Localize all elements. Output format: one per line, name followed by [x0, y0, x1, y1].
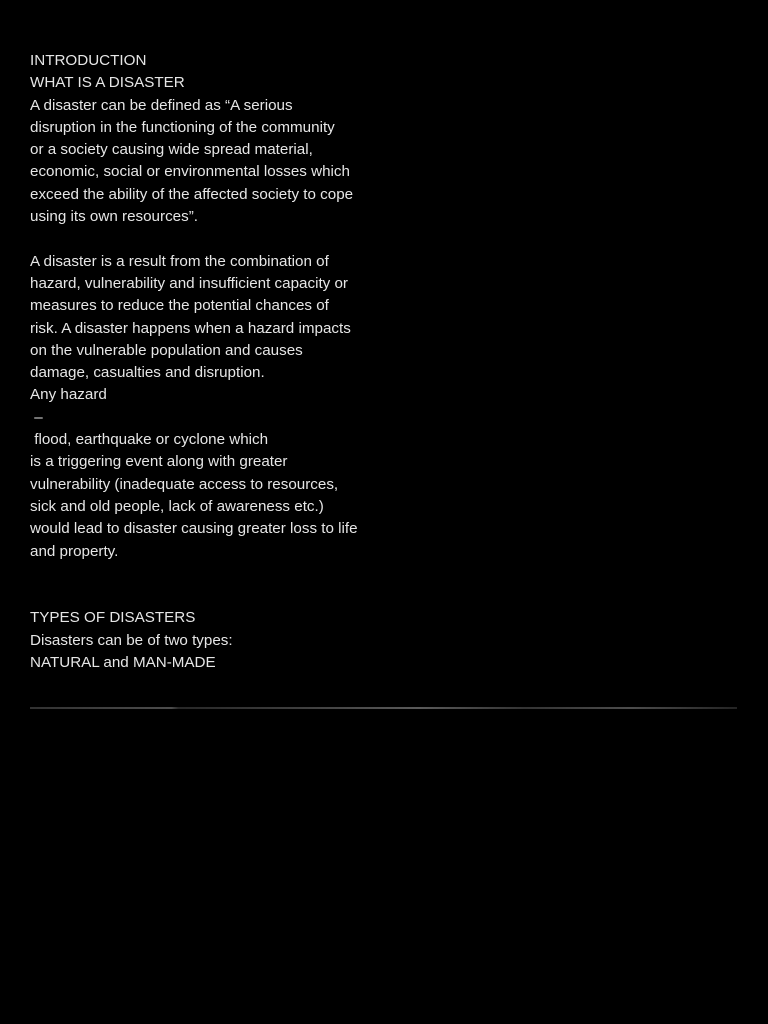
paragraph-line: on the vulnerable population and causes [30, 341, 303, 359]
paragraph-line: – [30, 408, 43, 426]
paragraph-line: flood, earthquake or cyclone which [30, 431, 269, 449]
paragraph-line: hazard, vulnerability and insufficient capacity or [30, 274, 348, 292]
paragraph-line: using its own resources”. [30, 208, 198, 226]
paragraph-line: would lead to disaster causing greater loss to life [30, 520, 358, 538]
paragraph-line: is a triggering event along with greater [30, 453, 288, 471]
paragraph-line: vulnerability (inadequate access to resources, [30, 475, 339, 493]
paragraph-spacer [30, 228, 430, 250]
paragraph-line: A disaster can be defined as “A serious [30, 96, 293, 114]
paragraph-line: measures to reduce the potential chances of [30, 297, 329, 315]
paragraph-line: Any hazard [30, 386, 107, 404]
heading-introduction: INTRODUCTION [30, 52, 147, 69]
types-line: NATURAL and MAN-MADE [30, 654, 216, 672]
definition-paragraph [30, 95, 430, 229]
heading-what-is-a-disaster: WHAT IS A DISASTER [30, 74, 185, 92]
types-line: Disasters can be of two types: [30, 631, 233, 649]
paragraph-line: damage, casualties and disruption. [30, 364, 265, 382]
explanation-paragraph [30, 251, 430, 563]
heading-types-of-disasters: TYPES OF DISASTERS [30, 609, 196, 627]
paragraph-line: exceed the ability of the affected society to cope [30, 185, 354, 203]
paragraph-line: A disaster is a result from the combination of [30, 252, 329, 270]
paragraph-line: and property. [30, 542, 119, 560]
section-spacer [30, 563, 430, 608]
document-body [30, 50, 430, 674]
paragraph-line: sick and old people, lack of awareness etc.) [30, 497, 324, 515]
paragraph-line: or a society causing wide spread material, [30, 141, 313, 159]
paragraph-line: economic, social or environmental losses which [30, 163, 350, 181]
paragraph-line: risk. A disaster happens when a hazard impacts [30, 319, 351, 337]
paragraph-line: disruption in the functioning of the community [30, 118, 335, 136]
horizontal-divider [30, 707, 737, 709]
